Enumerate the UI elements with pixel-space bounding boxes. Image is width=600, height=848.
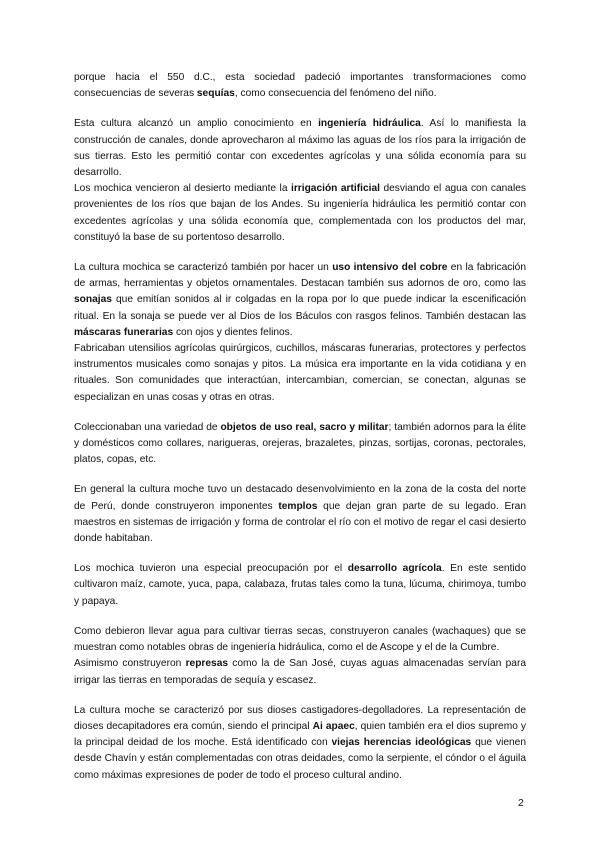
text-run: La cultura moche se caracterizó por sus dioses castigadores-degolladores. La representación de dioses decapitadores era común, siendo el principal <box>74 704 526 732</box>
text-run: Como debieron llevar agua para cultivar tierras secas, construyeron canales (wachaques) que se muestran como notables obras de ingeniería hidráulica, como el de Ascope y el de la Cumbre. <box>74 625 526 654</box>
text-run: . Así lo manifiesta la construcción de canales, donde aprovecharon al máximo las aguas de los ríos para la irrigación de sus tierras. Esto les permitió contar con excedentes agrícolas y una sólida economía para su desarrollo. <box>74 118 526 179</box>
text-run: Coleccionaban una variedad de <box>74 421 221 433</box>
text-run: Asimismo construyeron <box>74 658 186 670</box>
paragraph <box>74 656 526 688</box>
paragraph <box>74 70 526 102</box>
paragraph <box>74 260 526 341</box>
bold-text: viejas herencias ideológicas <box>331 737 472 749</box>
paragraph <box>74 116 526 181</box>
text-run: Los mochica vencieron al desierto mediante la <box>74 183 291 195</box>
bold-text: uso intensivo del cobre <box>332 262 448 274</box>
text-run: que vienen desde Chavín y están complementadas con otras deidades, como la serpiente, el cóndor o el águila como máximas expresiones de poder de todo el proceso cultural andino. <box>74 737 526 781</box>
bold-text: Ai apaec <box>312 720 355 732</box>
text-run: con ojos y dientes felinos. <box>173 326 293 338</box>
bold-text: irrigación artificial <box>290 183 380 195</box>
page-number: 2 <box>518 797 524 809</box>
text-run: como la de San José, cuyas aguas almacenadas servían para irrigar las tierras en temporadas de sequía y escasez. <box>74 658 527 686</box>
document-body <box>74 70 526 798</box>
text-run: que emitían sonidos al ir colgadas en la ropa por lo que puede indicar la escenificación ritual. En la sonaja se puede ver al Dios de los Báculos con rasgos felinos. También destacan las <box>74 294 526 322</box>
paragraph <box>74 341 526 406</box>
text-run: Esta cultura alcanzó un amplio conocimiento en <box>74 118 319 130</box>
bold-text: ingeniería hidráulica <box>318 118 421 130</box>
bold-text: templos <box>278 500 318 512</box>
text-run: Fabricaban utensilios agrícolas quirúrgicos, cuchillos, máscaras funerarias, protectores y perfectos instrumentos musicales como sonajas y pitos. La música era importante en la vida cotidiana y en rituales. Son comunidades que interactúan, intercambian, comercian, se conectan, algunas se especializan en unas cosas y otras en otras. <box>74 343 526 403</box>
bold-text: objetos de uso real, sacro y militar <box>220 421 389 433</box>
paragraph <box>74 420 526 469</box>
text-run: , como consecuencia del fenómeno del niño. <box>234 88 437 100</box>
text-run: En general la cultura moche tuvo un destacado desenvolvimiento en la zona de la costa del norte de Perú, donde construyeron imponentes <box>74 484 526 512</box>
paragraph <box>74 561 526 610</box>
bold-text: desarrollo agrícola <box>347 563 442 575</box>
paragraph <box>74 181 526 246</box>
bold-text: sequías <box>196 88 235 100</box>
text-run: porque hacia el 550 d.C., esta sociedad padeció importantes transformaciones como consecuencias de severas <box>74 72 526 100</box>
text-run: , quien también era el dios supremo y la principal deidad de los moche. Está identificado con <box>74 720 526 749</box>
text-run: que dejan gran parte de su legado. Eran maestros en sistemas de irrigación y forma de controlar el río con el motivo de regar el casi desierto donde habitaban. <box>74 500 526 545</box>
bold-text: represas <box>185 658 229 670</box>
text-run: La cultura mochica se caracterizó también por hacer un <box>74 262 333 274</box>
paragraph <box>74 482 526 547</box>
bold-text: máscaras funerarias <box>74 326 174 338</box>
text-run: Los mochica tuvieron una especial preocupación por el <box>74 563 348 575</box>
paragraph <box>74 703 526 784</box>
text-run: desviando el agua con canales provenientes de los ríos que bajan de los Andes. Su ingeniería hidráulica les permitió contar con excedentes agrícolas y una sólida economía que, complementada con los productos del mar, constituyó la base de su portentoso desarrollo. <box>74 183 526 243</box>
text-run: . En este sentido cultivaron maíz, camote, yuca, papa, calabaza, frutas tales como la tuna, lúcuma, chirimoya, tumbo y papaya. <box>74 563 526 607</box>
bold-text: sonajas <box>74 294 112 306</box>
paragraph <box>74 624 526 656</box>
text-run: en la fabricación de armas, herramientas y objetos ornamentales. Destacan también sus adornos de oro, como las <box>74 262 526 290</box>
text-run: ; también adornos para la élite y domésticos como collares, narigueras, orejeras, brazaletes, pinzas, sortijas, coronas, pectorales, platos, copas, etc. <box>74 421 526 466</box>
